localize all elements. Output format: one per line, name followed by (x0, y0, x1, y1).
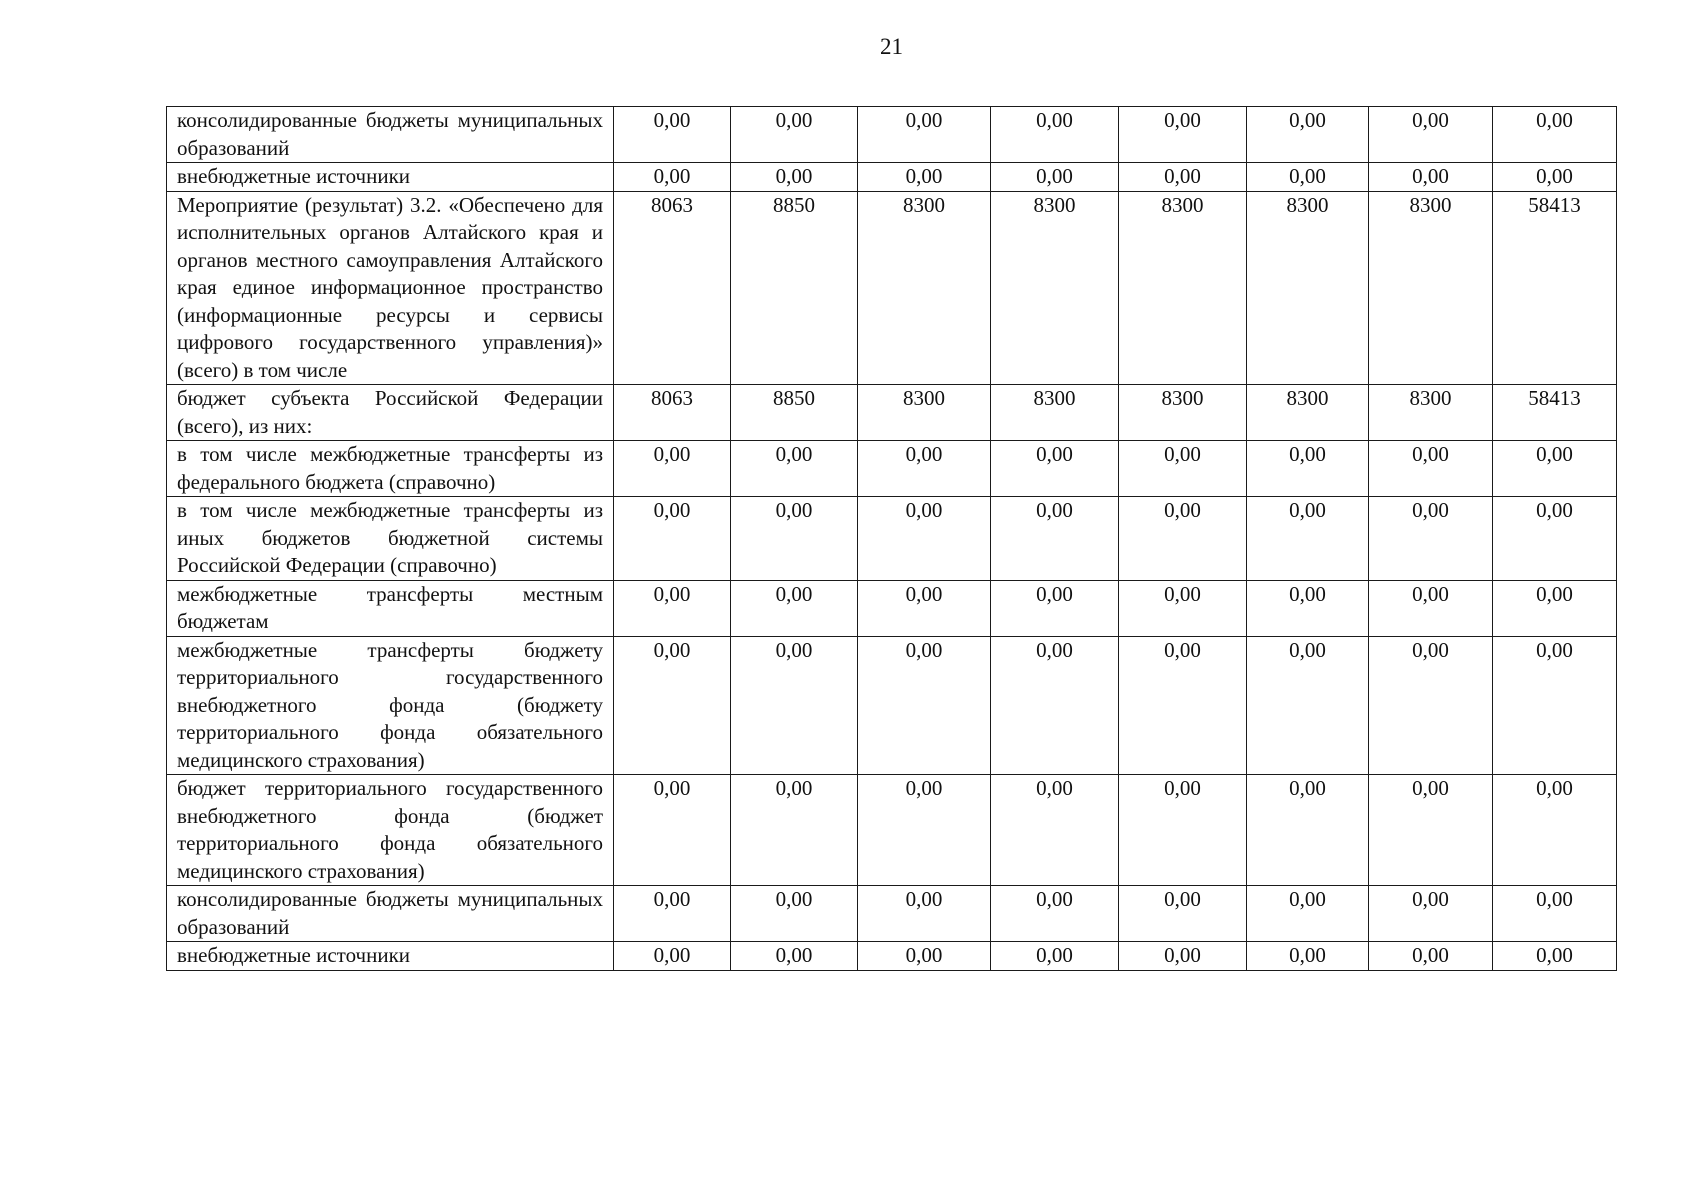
value-cell-year-5: 0,00 (1119, 441, 1247, 497)
value-cell-year-8: 0,00 (1493, 775, 1617, 886)
value-cell-year-1: 0,00 (614, 441, 731, 497)
table-row (167, 942, 1617, 971)
table-body (167, 107, 1617, 971)
value-cell-year-6: 0,00 (1247, 441, 1369, 497)
value-cell-year-1: 0,00 (614, 775, 731, 886)
table-row (167, 107, 1617, 163)
value-cell-year-1: 0,00 (614, 886, 731, 942)
value-cell-year-3: 0,00 (858, 580, 991, 636)
value-cell-year-3: 8300 (858, 385, 991, 441)
value-cell-year-1: 0,00 (614, 497, 731, 581)
value-cell-year-7: 0,00 (1369, 636, 1493, 775)
value-cell-year-7: 0,00 (1369, 942, 1493, 971)
value-cell-year-2: 8850 (731, 385, 858, 441)
value-cell-year-4: 0,00 (991, 497, 1119, 581)
value-cell-year-2: 0,00 (731, 497, 858, 581)
value-cell-year-1: 0,00 (614, 942, 731, 971)
table-row (167, 580, 1617, 636)
value-cell-year-3: 0,00 (858, 497, 991, 581)
value-cell-year-6: 0,00 (1247, 163, 1369, 192)
table-row (167, 497, 1617, 581)
value-cell-year-3: 0,00 (858, 107, 991, 163)
value-cell-year-8: 0,00 (1493, 580, 1617, 636)
value-cell-year-2: 0,00 (731, 942, 858, 971)
row-label: Мероприятие (результат) 3.2. «Обеспечено для исполнительных органов Алтайского края и органов местного самоуправления Алтайского края единое информационное пространство (информационные ресурсы и сервисы цифрового государственного управления)» (всего) в том числе (167, 191, 614, 385)
value-cell-year-6: 0,00 (1247, 775, 1369, 886)
value-cell-year-8: 0,00 (1493, 441, 1617, 497)
value-cell-year-6: 0,00 (1247, 580, 1369, 636)
row-label: консолидированные бюджеты муниципальных образований (167, 107, 614, 163)
row-label: внебюджетные источники (167, 942, 614, 971)
value-cell-year-5: 8300 (1119, 385, 1247, 441)
value-cell-year-2: 0,00 (731, 636, 858, 775)
financing-table (166, 106, 1617, 971)
value-cell-year-7: 8300 (1369, 191, 1493, 385)
value-cell-year-8: 0,00 (1493, 107, 1617, 163)
table-row (167, 441, 1617, 497)
value-cell-year-5: 0,00 (1119, 107, 1247, 163)
value-cell-year-2: 8850 (731, 191, 858, 385)
table-row (167, 775, 1617, 886)
value-cell-year-2: 0,00 (731, 886, 858, 942)
value-cell-year-4: 0,00 (991, 942, 1119, 971)
value-cell-year-1: 0,00 (614, 163, 731, 192)
row-label: бюджет субъекта Российской Федерации (всего), из них: (167, 385, 614, 441)
value-cell-year-3: 0,00 (858, 163, 991, 192)
value-cell-year-8: 0,00 (1493, 942, 1617, 971)
value-cell-year-7: 0,00 (1369, 886, 1493, 942)
value-cell-year-3: 0,00 (858, 775, 991, 886)
value-cell-year-7: 0,00 (1369, 580, 1493, 636)
value-cell-year-6: 0,00 (1247, 497, 1369, 581)
value-cell-year-3: 0,00 (858, 636, 991, 775)
table-row (167, 163, 1617, 192)
value-cell-year-6: 8300 (1247, 191, 1369, 385)
value-cell-year-4: 0,00 (991, 163, 1119, 192)
value-cell-year-4: 0,00 (991, 580, 1119, 636)
value-cell-year-6: 0,00 (1247, 942, 1369, 971)
value-cell-year-1: 0,00 (614, 580, 731, 636)
row-label: внебюджетные источники (167, 163, 614, 192)
value-cell-year-3: 8300 (858, 191, 991, 385)
value-cell-year-2: 0,00 (731, 163, 858, 192)
value-cell-year-6: 0,00 (1247, 886, 1369, 942)
value-cell-year-7: 0,00 (1369, 441, 1493, 497)
table-row (167, 385, 1617, 441)
value-cell-year-3: 0,00 (858, 942, 991, 971)
page-number: 21 (880, 34, 903, 59)
value-cell-year-7: 8300 (1369, 385, 1493, 441)
value-cell-year-7: 0,00 (1369, 107, 1493, 163)
value-cell-year-5: 8300 (1119, 191, 1247, 385)
financing-table-container (166, 106, 1616, 971)
row-label: межбюджетные трансферты бюджету территориального государственного внебюджетного фонда (бюджету территориального фонда обязательного медицинского страхования) (167, 636, 614, 775)
value-cell-year-1: 0,00 (614, 636, 731, 775)
value-cell-year-8: 0,00 (1493, 886, 1617, 942)
value-cell-year-4: 0,00 (991, 775, 1119, 886)
value-cell-year-8: 58413 (1493, 385, 1617, 441)
value-cell-year-1: 8063 (614, 385, 731, 441)
value-cell-year-4: 0,00 (991, 886, 1119, 942)
value-cell-year-7: 0,00 (1369, 497, 1493, 581)
row-label: в том числе межбюджетные трансферты из федерального бюджета (справочно) (167, 441, 614, 497)
value-cell-year-1: 0,00 (614, 107, 731, 163)
value-cell-year-2: 0,00 (731, 107, 858, 163)
value-cell-year-6: 0,00 (1247, 107, 1369, 163)
value-cell-year-5: 0,00 (1119, 942, 1247, 971)
row-label: межбюджетные трансферты местным бюджетам (167, 580, 614, 636)
value-cell-year-8: 0,00 (1493, 497, 1617, 581)
value-cell-year-6: 8300 (1247, 385, 1369, 441)
value-cell-year-7: 0,00 (1369, 775, 1493, 886)
value-cell-year-3: 0,00 (858, 441, 991, 497)
row-label: бюджет территориального государственного внебюджетного фонда (бюджет территориального фонда обязательного медицинского страхования) (167, 775, 614, 886)
value-cell-year-5: 0,00 (1119, 775, 1247, 886)
value-cell-year-7: 0,00 (1369, 163, 1493, 192)
table-row (167, 636, 1617, 775)
value-cell-year-8: 58413 (1493, 191, 1617, 385)
value-cell-year-2: 0,00 (731, 775, 858, 886)
value-cell-year-4: 0,00 (991, 107, 1119, 163)
value-cell-year-2: 0,00 (731, 441, 858, 497)
value-cell-year-8: 0,00 (1493, 636, 1617, 775)
value-cell-year-4: 0,00 (991, 441, 1119, 497)
value-cell-year-8: 0,00 (1493, 163, 1617, 192)
row-label: в том числе межбюджетные трансферты из иных бюджетов бюджетной системы Российской Федерации (справочно) (167, 497, 614, 581)
value-cell-year-5: 0,00 (1119, 497, 1247, 581)
value-cell-year-4: 8300 (991, 191, 1119, 385)
table-row (167, 886, 1617, 942)
value-cell-year-2: 0,00 (731, 580, 858, 636)
value-cell-year-1: 8063 (614, 191, 731, 385)
value-cell-year-4: 8300 (991, 385, 1119, 441)
value-cell-year-5: 0,00 (1119, 163, 1247, 192)
value-cell-year-4: 0,00 (991, 636, 1119, 775)
value-cell-year-5: 0,00 (1119, 636, 1247, 775)
table-row (167, 191, 1617, 385)
value-cell-year-6: 0,00 (1247, 636, 1369, 775)
row-label: консолидированные бюджеты муниципальных образований (167, 886, 614, 942)
value-cell-year-5: 0,00 (1119, 886, 1247, 942)
value-cell-year-5: 0,00 (1119, 580, 1247, 636)
value-cell-year-3: 0,00 (858, 886, 991, 942)
